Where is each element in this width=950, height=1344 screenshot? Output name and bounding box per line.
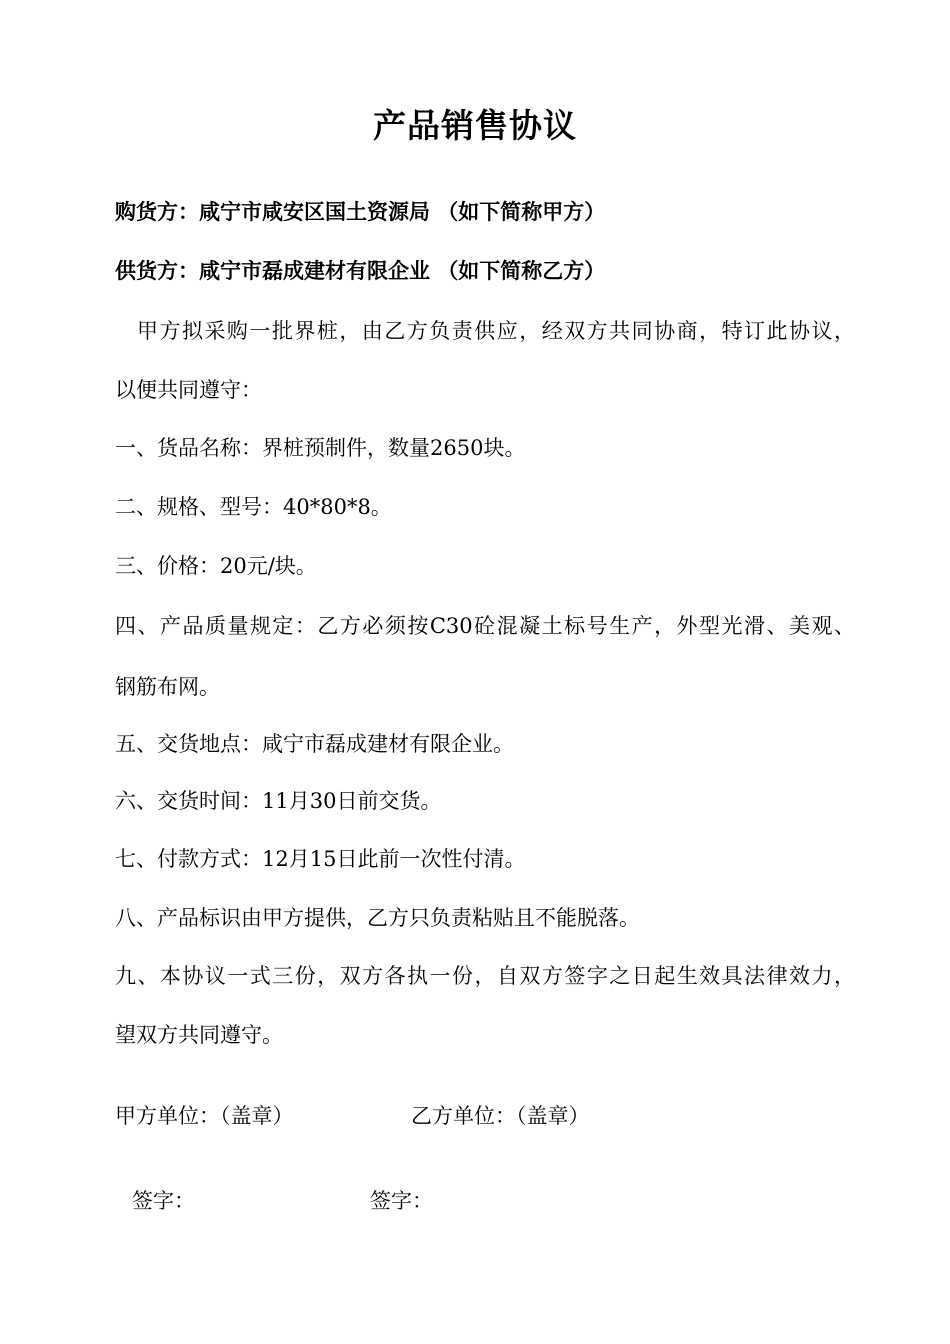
party-a-signature: 签字：: [132, 1189, 195, 1213]
clause-3: 三、价格：20元/块。: [115, 554, 317, 578]
buyer-line: 购货方：咸宁市咸安区国土资源局 （如下简称甲方）: [115, 199, 606, 224]
supplier-line: 供货方：咸宁市磊成建材有限企业 （如下简称乙方）: [115, 258, 606, 283]
clause-2: 二、规格、型号：40*80*8。: [115, 495, 392, 519]
document-title: 产品销售协议: [373, 106, 577, 145]
party-b-signature: 签字：: [370, 1189, 433, 1213]
clause-8: 八、产品标识由甲方提供，乙方只负责粘贴且不能脱落。: [115, 906, 640, 930]
party-a-unit: 甲方单位：（盖章）: [115, 1104, 294, 1128]
intro-line-2: 以便共同遵守：: [115, 378, 262, 402]
clause-5: 五、交货地点：咸宁市磊成建材有限企业。: [115, 732, 514, 756]
intro-line-1: 甲方拟采购一批界桩，由乙方负责供应，经双方共同协商，特订此协议，: [137, 319, 855, 343]
clause-6: 六、交货时间：11月30日前交货。: [115, 789, 442, 813]
clause-4-line-2: 钢筋布网。: [115, 675, 220, 699]
party-b-unit: 乙方单位：（盖章）: [411, 1104, 590, 1128]
clause-4-line-1: 四、产品质量规定：乙方必须按C30砼混凝土标号生产，外型光滑、美观、: [115, 614, 855, 638]
clause-7: 七、付款方式：12月15日此前一次性付清。: [115, 847, 526, 871]
clause-1: 一、货品名称：界桩预制件，数量2650块。: [115, 436, 526, 460]
clause-9-line-1: 九、本协议一式三份，双方各执一份，自双方签字之日起生效具法律效力，: [115, 964, 855, 988]
clause-9-line-2: 望双方共同遵守。: [115, 1023, 283, 1047]
